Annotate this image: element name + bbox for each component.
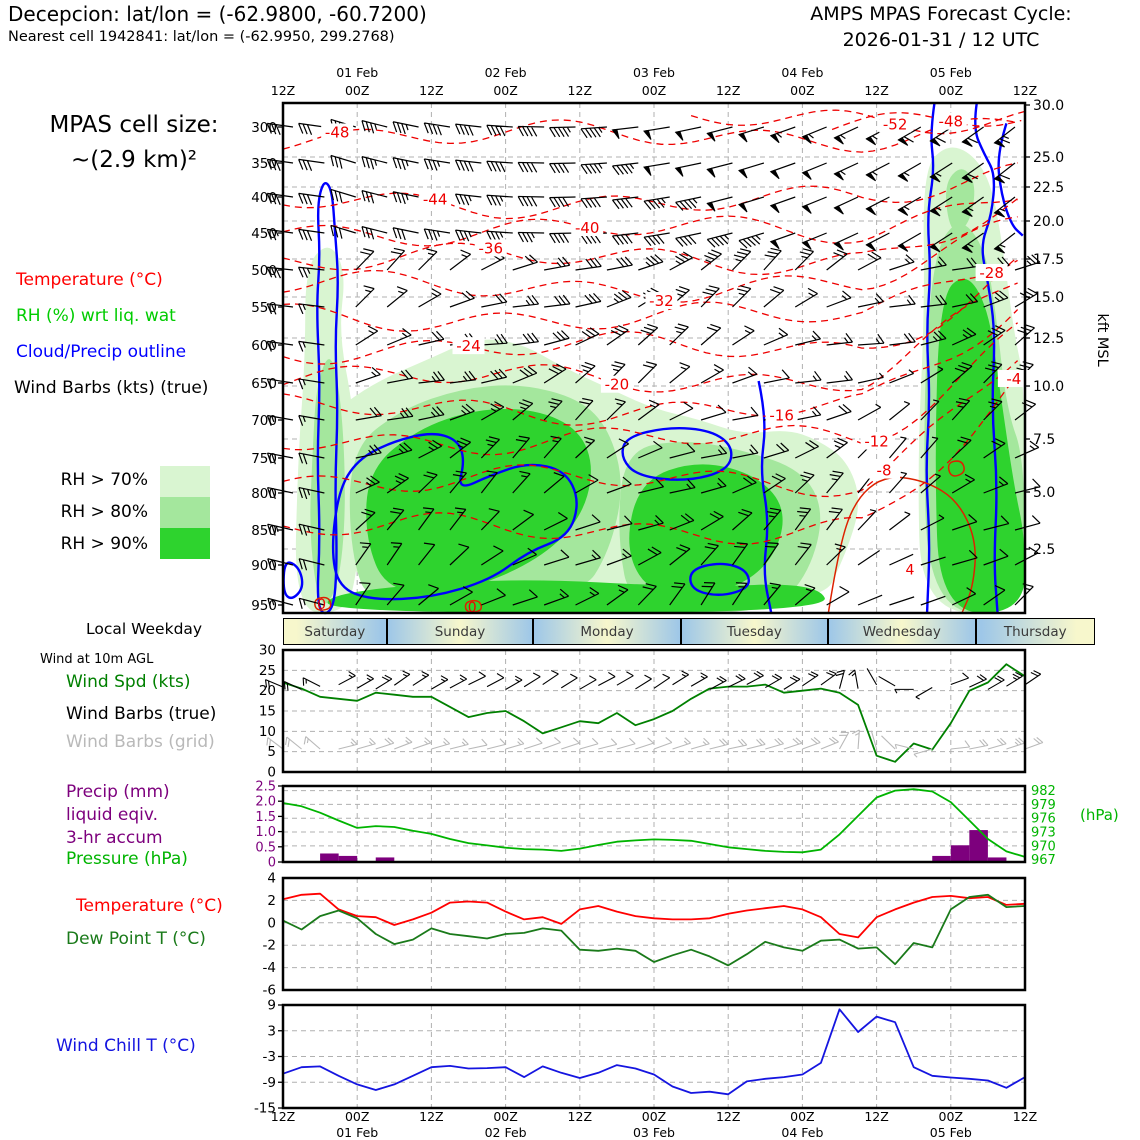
dew-point-label: Dew Point T (°C) <box>66 929 206 949</box>
surface-barbs-true <box>266 668 1041 699</box>
wind-ytick: 30 <box>258 642 276 659</box>
rh90-label: RH > 90% <box>60 534 148 554</box>
contour-label: 4 <box>905 562 915 579</box>
bottom-date-label: 02 Feb <box>484 1125 527 1140</box>
contour-label: -16 <box>769 406 794 425</box>
page-title: Decepcion: lat/lon = (-62.9800, -60.7200) <box>8 2 427 26</box>
top-time-tick: 00Z <box>344 83 370 98</box>
precip-bar <box>951 845 970 862</box>
temp-ytick: -6 <box>262 982 276 999</box>
pressure-tick-label: 300 <box>251 120 277 136</box>
wind10m-panel <box>259 643 1043 781</box>
kft-tick-label: 25.0 <box>1033 150 1065 166</box>
precip-label-1: Precip (mm) <box>66 782 170 802</box>
pressure-tick-label: 800 <box>251 486 277 502</box>
chill-ytick: 9 <box>267 997 276 1014</box>
kft-tick-label: 10.0 <box>1033 379 1065 395</box>
wind10m-panel-grid <box>283 650 1025 772</box>
weekday-name: Sunday <box>434 623 486 640</box>
wind-ytick: 20 <box>258 683 276 700</box>
temperature-label: Temperature (°C) <box>76 896 223 916</box>
pressure-tick-label: 750 <box>251 451 277 467</box>
pressure-ytick: 970 <box>1031 839 1056 855</box>
pressure-tick-label: 350 <box>251 156 277 172</box>
pressure-ytick: 967 <box>1031 853 1056 869</box>
kft-tick-label: 15.0 <box>1033 290 1065 306</box>
precip-bar <box>320 853 339 862</box>
bottom-time-tick: 00Z <box>790 1109 815 1124</box>
contour-label: -28 <box>979 264 1004 283</box>
chill-ytick: 3 <box>267 1023 276 1040</box>
temp-ytick: 4 <box>267 870 276 887</box>
bottom-time-tick: 12Z <box>715 1109 741 1124</box>
contour-label: 0 <box>467 599 477 616</box>
contour-label: -24 <box>456 337 481 356</box>
temp-ytick: -4 <box>262 960 276 977</box>
kft-axis-title: kft MSL <box>1094 313 1110 367</box>
top-time-tick: 00Z <box>938 83 964 98</box>
pressure-tick-label: 700 <box>251 413 277 429</box>
kft-tick-label: 5.0 <box>1033 485 1056 501</box>
bottom-time-tick: 12Z <box>1012 1109 1038 1124</box>
top-time-tick: 00Z <box>493 83 518 98</box>
pressure-tick-label: 500 <box>251 263 277 279</box>
temp-panel <box>263 871 1025 999</box>
top-time-tick: 00Z <box>790 83 815 98</box>
top-time-tick: 12Z <box>715 83 741 98</box>
bottom-date-label: 05 Feb <box>929 1125 972 1140</box>
precip-ytick: 2.0 <box>255 794 276 810</box>
legend-rh: RH (%) wrt liq. wat <box>16 306 176 326</box>
contour-label: -48 <box>938 112 964 131</box>
contour-label: -32 <box>649 292 674 311</box>
kft-tick-label: 30.0 <box>1033 98 1065 114</box>
contour-label: -36 <box>478 239 504 258</box>
legend-cloud: Cloud/Precip outline <box>16 342 187 362</box>
wind-chill-label: Wind Chill T (°C) <box>56 1036 196 1056</box>
pressure-tick-label: 850 <box>251 523 277 539</box>
pressure-tick-label: 400 <box>251 190 277 206</box>
temp-ytick: 0 <box>267 915 276 932</box>
weekday-name: Thursday <box>1003 623 1067 640</box>
page-subtitle: Nearest cell 1942841: lat/lon = (-62.9950, 299.2768) <box>8 29 395 45</box>
bottom-time-tick: 12Z <box>864 1109 889 1124</box>
forecast-cycle-line2: 2026-01-31 / 12 UTC <box>842 28 1040 51</box>
top-time-tick: 12Z <box>1012 83 1038 98</box>
wind-barbs-true-label: Wind Barbs (true) <box>66 704 217 724</box>
bottom-time-tick: 12Z <box>419 1109 444 1124</box>
surface-barbs-grid <box>267 730 1043 757</box>
pressure-axis-labels <box>251 120 283 614</box>
temp-ytick: -2 <box>262 937 276 954</box>
wind-barbs-grid-label: Wind Barbs (grid) <box>66 732 215 752</box>
top-date-label: 04 Feb <box>781 65 824 80</box>
contour-label: -44 <box>422 190 448 209</box>
kft-tick-label: 20.0 <box>1033 214 1065 230</box>
bottom-time-tick: 00Z <box>938 1109 964 1124</box>
precip-label-2: liquid eqiv. <box>66 805 159 825</box>
top-date-label: 01 Feb <box>336 65 379 80</box>
pressure-tick-label: 550 <box>251 300 277 316</box>
top-time-tick: 12Z <box>567 83 593 98</box>
kft-tick-label: 2.5 <box>1033 542 1056 558</box>
chill-ytick: -3 <box>262 1049 276 1065</box>
kft-tick-label: 7.5 <box>1033 432 1056 448</box>
weekday-name: Wednesday <box>862 623 941 640</box>
weekday-name: Saturday <box>304 623 366 640</box>
precip-panel <box>255 780 1056 871</box>
precip-ytick: 1.5 <box>255 809 276 825</box>
bottom-date-label: 01 Feb <box>336 1125 379 1140</box>
bottom-time-tick: 00Z <box>641 1109 667 1124</box>
top-time-tick: 00Z <box>641 83 667 98</box>
forecast-cycle-line1: AMPS MPAS Forecast Cycle: <box>810 3 1072 25</box>
contour-label: -20 <box>604 375 630 394</box>
rh70-label: RH > 70% <box>60 470 148 490</box>
wind-10m-label: Wind at 10m AGL <box>40 652 154 667</box>
wind-ytick: 25 <box>258 662 276 679</box>
bottom-time-tick: 12Z <box>270 1109 296 1124</box>
contour-label: -40 <box>574 219 600 238</box>
legend-wind-barbs: Wind Barbs (kts) (true) <box>14 378 209 398</box>
bottom-date-label: 03 Feb <box>632 1125 676 1140</box>
cross-section-panel <box>267 103 1040 616</box>
top-date-label: 05 Feb <box>929 65 972 80</box>
contour-label: -8 <box>876 461 892 480</box>
contour-label: -52 <box>882 115 908 134</box>
bottom-time-tick: 00Z <box>344 1109 370 1124</box>
bottom-time-tick: 12Z <box>567 1109 593 1124</box>
bottom-date-label: 04 Feb <box>781 1125 824 1140</box>
pressure-ytick: 979 <box>1031 797 1056 813</box>
pressure-tick-label: 650 <box>251 376 277 392</box>
precip-label-3: 3-hr accum <box>66 828 163 848</box>
kft-tick-label: 17.5 <box>1033 252 1065 268</box>
wind-ytick: 0 <box>267 764 276 781</box>
local-weekday-label: Local Weekday <box>86 620 203 638</box>
contour-label: 0 <box>317 596 327 613</box>
top-date-label: 02 Feb <box>484 65 527 80</box>
rh80-label: RH > 80% <box>60 502 148 522</box>
pressure-label: Pressure (hPa) <box>66 849 188 869</box>
wind-ytick: 5 <box>267 744 276 761</box>
contour-label: -4 <box>1006 369 1022 388</box>
pressure-tick-label: 450 <box>251 226 277 242</box>
precip-ytick: 1.0 <box>255 825 276 841</box>
hpa-unit-label: (hPa) <box>1080 806 1119 824</box>
kft-tick-label: 22.5 <box>1033 180 1065 196</box>
contour-label: -12 <box>864 432 889 451</box>
bottom-time-tick: 00Z <box>493 1109 518 1124</box>
wind-chill-panel <box>254 998 1025 1117</box>
chill-ytick: -15 <box>253 1100 276 1117</box>
chill-ytick: -9 <box>262 1074 276 1091</box>
precip-ytick: 2.5 <box>255 779 276 795</box>
precip-ytick: 0.5 <box>255 840 276 856</box>
top-time-tick: 12Z <box>270 83 296 98</box>
top-time-tick: 12Z <box>864 83 889 98</box>
precip-ytick: 0 <box>267 855 276 871</box>
temp-panel-grid <box>283 878 1025 990</box>
top-time-tick: 12Z <box>419 83 444 98</box>
pressure-tick-label: 600 <box>251 338 277 354</box>
pressure-tick-label: 950 <box>251 598 277 614</box>
precip-panel-grid <box>283 786 1025 862</box>
cell-size-line2: ~(2.9 km)² <box>70 146 198 173</box>
wind-chill-panel-grid <box>283 1005 1025 1108</box>
contour-label: -48 <box>324 123 350 142</box>
precip-bar <box>969 830 988 862</box>
wind-ytick: 15 <box>258 703 276 720</box>
wind-ytick: 10 <box>258 723 276 740</box>
temp-ytick: 2 <box>267 892 276 909</box>
pressure-ytick: 976 <box>1031 811 1056 827</box>
legend-temperature: Temperature (°C) <box>16 270 163 290</box>
weekday-name: Monday <box>580 623 634 640</box>
top-date-label: 03 Feb <box>632 65 676 80</box>
pressure-tick-label: 900 <box>251 558 277 574</box>
cell-size-line1: MPAS cell size: <box>49 112 219 138</box>
weekday-name: Tuesday <box>726 623 782 640</box>
kft-tick-label: 12.5 <box>1033 331 1065 347</box>
pressure-ytick: 982 <box>1031 784 1056 800</box>
pressure-ytick: 973 <box>1031 825 1056 841</box>
wind-spd-label: Wind Spd (kts) <box>66 672 191 692</box>
